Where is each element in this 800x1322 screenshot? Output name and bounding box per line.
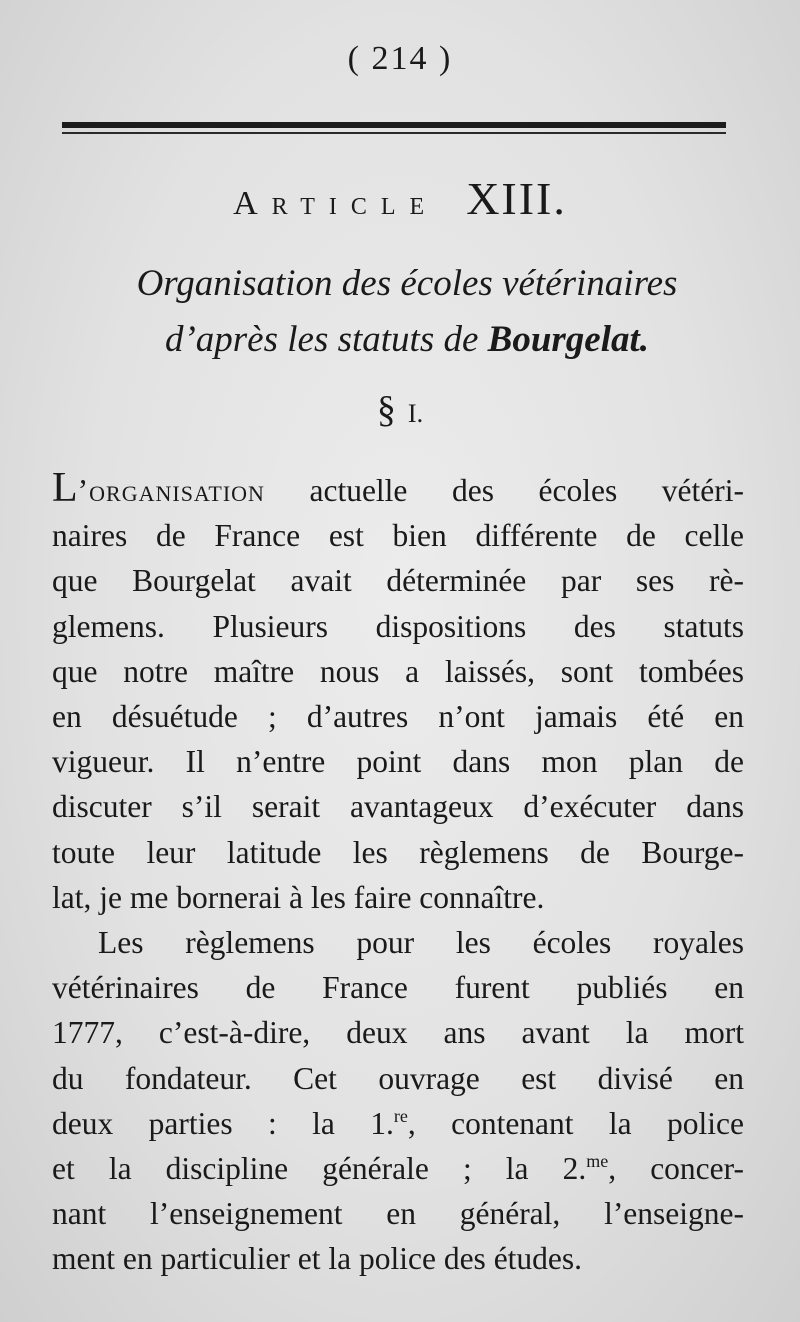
text-fragment: deux parties : la 1. — [52, 1105, 394, 1141]
text-line: discuter s’il serait avantageux d’exécuter dans — [52, 789, 744, 825]
section-title — [52, 256, 762, 368]
text-line: 1777, c’est-à-dire, deux ans avant la mort — [52, 1015, 744, 1051]
section-sign: § — [376, 389, 396, 431]
smallcaps-word: ’organisation — [77, 473, 265, 508]
text-line: ment en particulier et la police des études. — [52, 1241, 583, 1277]
text-line — [52, 466, 744, 513]
text-line: que notre maître nous a laissés, sont tombées — [52, 653, 744, 689]
article-number: XIII. — [466, 173, 567, 224]
section-mark — [0, 388, 800, 432]
text-line: vigueur. Il n’entre point dans mon plan de — [52, 744, 744, 780]
header-rule-thick — [62, 122, 726, 128]
superscript: me — [586, 1151, 609, 1172]
text-line: glemens. Plusieurs dispositions des statuts — [52, 608, 744, 644]
text-line — [52, 1101, 744, 1146]
text-fragment: , contenant la police — [407, 1105, 744, 1141]
paragraph-1 — [52, 466, 744, 920]
text-line: naires de France est bien différente de celle — [52, 518, 744, 554]
section-title-line-2a: d’après les statuts de — [164, 319, 488, 360]
drop-capital: L — [52, 466, 78, 511]
text-line — [52, 1146, 744, 1191]
text-line: toute leur latitude les règlemens de Bourge- — [52, 834, 744, 870]
text-line: nant l’enseignement en général, l’enseigne- — [52, 1196, 744, 1232]
text-fragment: et la discipline générale ; la 2. — [52, 1151, 587, 1187]
superscript: re — [393, 1105, 408, 1126]
page-number: ( 214 ) — [347, 40, 453, 77]
header-rule-thin — [62, 132, 726, 134]
text-line: que Bourgelat avait déterminée par ses rè- — [52, 563, 744, 599]
section-title-line-1: Organisation des écoles vétérinaires — [136, 263, 678, 304]
paragraph-2 — [52, 920, 744, 1282]
article-word: Article — [233, 185, 439, 222]
text-line: du fondateur. Cet ouvrage est divisé en — [52, 1060, 744, 1096]
text-line: lat, je me bornerai à les faire connaître. — [52, 879, 545, 915]
section-number: I. — [407, 399, 424, 428]
section-title-line-2b: Bourgelat. — [487, 319, 650, 360]
text-fragment: actuelle des écoles vétéri- — [264, 473, 744, 508]
article-heading — [0, 172, 800, 225]
text-line: Les règlemens pour les écoles royales — [98, 925, 744, 960]
text-line: en désuétude ; d’autres n’ont jamais été en — [52, 699, 744, 735]
text-line: vétérinaires de France furent publiés en — [52, 970, 744, 1006]
text-fragment: , concer- — [608, 1151, 744, 1187]
